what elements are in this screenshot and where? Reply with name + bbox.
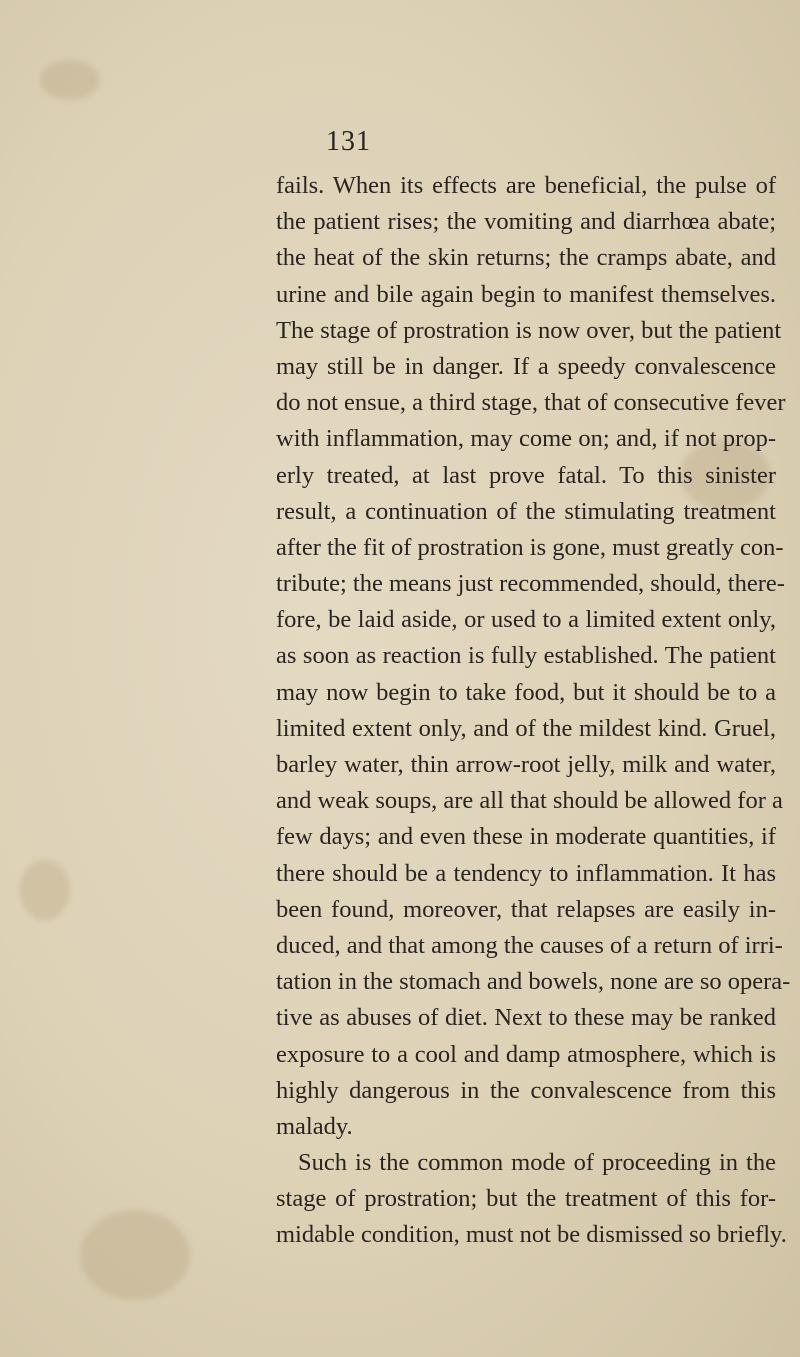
text-line: tive as abuses of diet. Next to these may be ranked — [276, 1004, 776, 1032]
text-line: limited extent only, and of the mildest kind. Gruel, — [276, 714, 776, 742]
text-line: tribute; the means just recommended, should, there- — [276, 570, 785, 598]
text-line: stage of prostration; but the treatment of this for- — [276, 1185, 776, 1213]
text-line: erly treated, at last prove fatal. To this sinister — [276, 461, 776, 489]
text-line: fails. When its effects are beneficial, the pulse of — [276, 172, 776, 199]
text-line: the heat of the skin returns; the cramps abate, and — [276, 244, 776, 272]
text-line: been found, moreover, that relapses are easily in- — [276, 895, 776, 923]
text-line: result, a continuation of the stimulating treatment — [276, 497, 776, 525]
text-line: tation in the stomach and bowels, none are so opera- — [276, 968, 791, 996]
text-line: barley water, thin arrow-root jelly, milk and water, — [276, 751, 776, 778]
text-line: may now begin to take food, but it should be to a — [276, 678, 776, 706]
text-line: fore, be laid aside, or used to a limited extent only, — [276, 606, 776, 634]
text-line: urine and bile again begin to manifest themselves. — [276, 280, 776, 308]
text-line: the patient rises; the vomiting and diarrhœa abate; — [276, 208, 776, 236]
text-line: midable condition, must not be dismissed so briefly. — [276, 1221, 787, 1249]
text-line: and weak soups, are all that should be allowed for a — [276, 787, 783, 815]
foxing-stain — [40, 60, 100, 100]
text-line: may still be in danger. If a speedy convalescence — [276, 352, 776, 380]
text-line: highly dangerous in the convalescence from this — [276, 1076, 776, 1104]
foxing-stain — [20, 860, 70, 920]
text-line: duced, and that among the causes of a return of irri- — [276, 931, 783, 959]
text-line: do not ensue, a third stage, that of consecutive fever — [276, 389, 786, 417]
page-number: 131 — [326, 126, 371, 157]
body-text — [276, 168, 791, 1254]
text-line: after the fit of prostration is gone, must greatly con- — [276, 533, 784, 561]
text-line: as soon as reaction is fully established. The patient — [276, 642, 776, 670]
text-line: with inflammation, may come on; and, if not prop- — [276, 425, 776, 453]
text-line: few days; and even these in moderate quantities, if — [276, 823, 776, 851]
text-line: Such is the common mode of proceeding in the — [298, 1149, 776, 1177]
text-line: exposure to a cool and damp atmosphere, which is — [276, 1040, 776, 1068]
foxing-stain — [80, 1210, 190, 1300]
text-line: The stage of prostration is now over, but the patient — [276, 316, 782, 344]
text-line: there should be a tendency to inflammation. It has — [276, 859, 776, 887]
text-line: malady. — [276, 1112, 353, 1140]
